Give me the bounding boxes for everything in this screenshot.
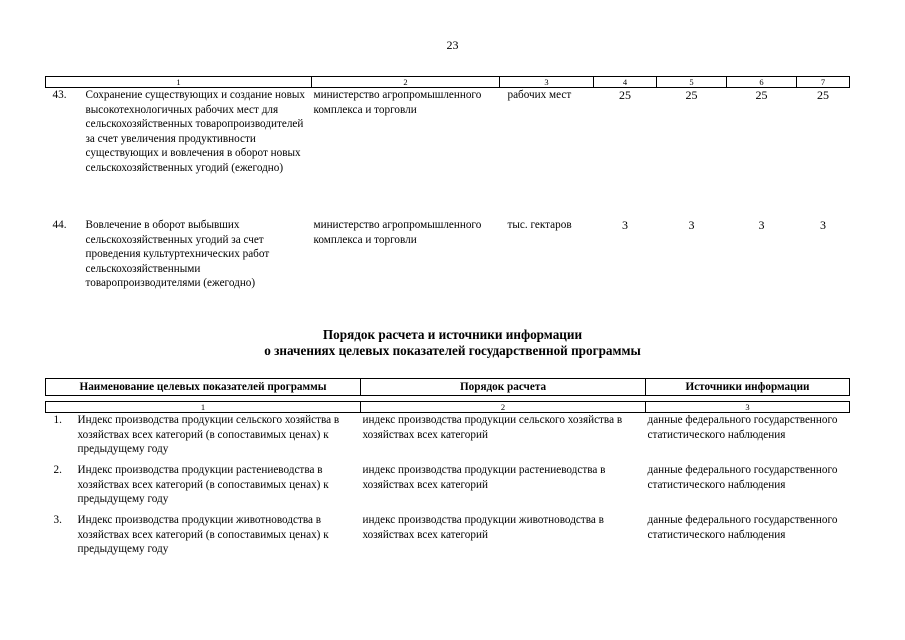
column-number: 1 <box>46 402 361 413</box>
column-number: 4 <box>594 77 657 88</box>
row-number: 43. <box>52 89 67 101</box>
information-source: данные федерального государственного статистического наблюдения <box>647 464 838 491</box>
row-number: 2. <box>53 464 62 476</box>
heading-line: о значениях целевых показателей государственной программы <box>264 343 641 358</box>
value-cell: 25 <box>685 88 698 102</box>
column-number: 5 <box>657 77 727 88</box>
unit: рабочих мест <box>507 89 572 101</box>
value-cell: 3 <box>622 218 628 232</box>
executor: министерство агропромышленного комплекса и торговли <box>313 219 482 246</box>
column-number: 1 <box>46 77 312 88</box>
information-source: данные федерального государственного статистического наблюдения <box>647 414 838 441</box>
calculation-method: индекс производства продукции сельского хозяйства в хозяйствах всех категорий <box>362 414 623 441</box>
value-cell: 25 <box>817 88 829 102</box>
column-header: Источники информации <box>646 379 850 396</box>
column-number: 6 <box>727 77 797 88</box>
indicator-name: Вовлечение в оборот выбывших сельскохозяйственных угодий за счет проведения культуртехнических работ сельскохозяйственными товаропроизводителями (ежегодно) <box>85 219 270 289</box>
value-cell: 25 <box>619 88 631 102</box>
section-heading <box>0 327 905 359</box>
value-cell: 3 <box>820 218 826 232</box>
indicator-name: Индекс производства продукции животноводства в хозяйствах всех категорий (в сопоставимых ценах) к предыдущему году <box>77 514 329 555</box>
table-header-row <box>46 379 850 396</box>
table-row <box>46 218 850 291</box>
table-row <box>46 88 850 219</box>
page-number: 23 <box>446 38 459 52</box>
column-header: Наименование целевых показателей программы <box>46 379 361 396</box>
executor: министерство агропромышленного комплекса и торговли <box>313 89 482 116</box>
indicators-table <box>45 76 850 291</box>
column-number: 7 <box>797 77 850 88</box>
table-row <box>46 463 850 513</box>
table-header-numbers-row <box>46 402 850 413</box>
value-cell: 25 <box>755 88 768 102</box>
row-number: 44. <box>52 219 67 231</box>
calculation-sources-table <box>45 378 850 561</box>
unit: тыс. гектаров <box>507 219 572 231</box>
column-number: 2 <box>312 77 500 88</box>
calculation-method: индекс производства продукции растениеводства в хозяйствах всех категорий <box>362 464 606 491</box>
information-source: данные федерального государственного статистического наблюдения <box>647 514 838 541</box>
indicator-name: Индекс производства продукции растениеводства в хозяйствах всех категорий (в сопоставимых ценах) к предыдущему году <box>77 464 329 505</box>
row-number: 1. <box>53 414 62 426</box>
value-cell: 3 <box>688 218 695 232</box>
table-row <box>46 513 850 561</box>
column-number: 2 <box>361 402 646 413</box>
table-row <box>46 413 850 464</box>
indicator-name: Сохранение существующих и создание новых высокотехнологичных рабочих мест для сельскохозяйственных товаропроизводителей за счет увеличения продуктивности существующих и вовлечения в оборот новых сельскохозяйственных угодий (ежегодно) <box>85 89 306 174</box>
column-number: 3 <box>646 402 850 413</box>
heading-line: Порядок расчета и источники информации <box>322 327 583 342</box>
row-number: 3. <box>53 514 62 526</box>
value-cell: 3 <box>758 218 765 232</box>
column-header: Порядок расчета <box>361 379 646 396</box>
column-number: 3 <box>500 77 594 88</box>
indicator-name: Индекс производства продукции сельского хозяйства в хозяйствах всех категорий (в сопоставимых ценах) к предыдущему году <box>77 414 340 455</box>
table-header-row <box>46 77 850 88</box>
calculation-method: индекс производства продукции животноводства в хозяйствах всех категорий <box>362 514 604 541</box>
